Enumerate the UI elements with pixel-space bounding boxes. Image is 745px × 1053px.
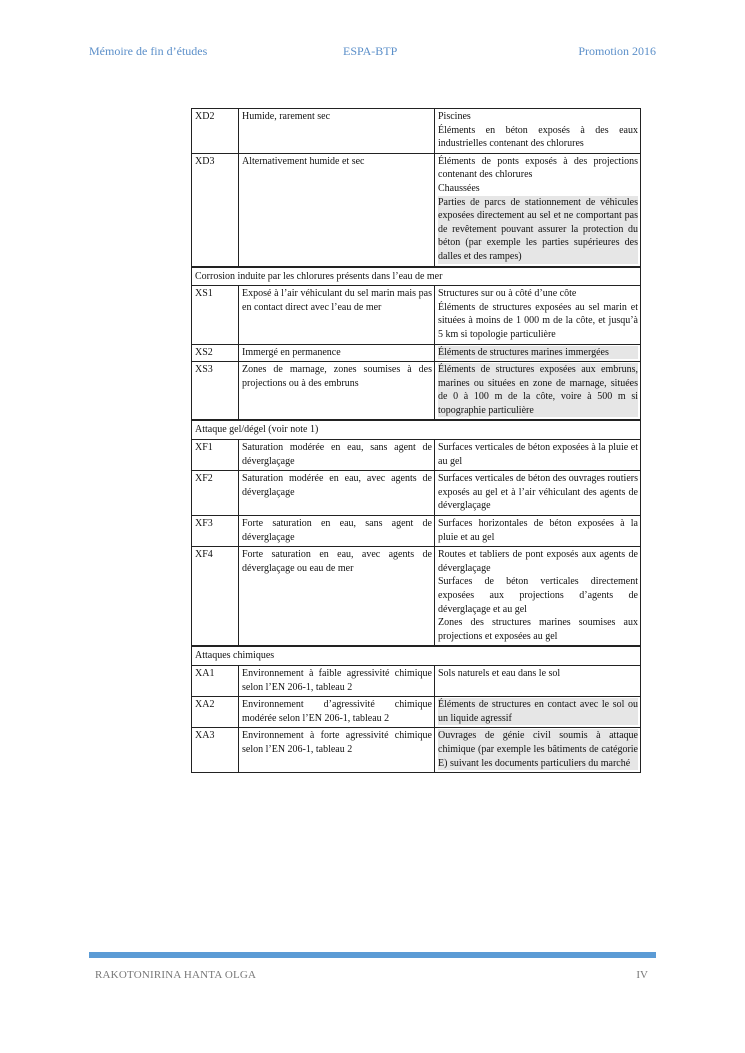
environment-description xyxy=(239,728,435,773)
example-text: Éléments en béton exposés à des eaux industrielles contenant des chlorures xyxy=(438,124,638,150)
example-text: Structures sur ou à côté d’une côte xyxy=(438,288,577,300)
environment-text: Alternativement humide et sec xyxy=(242,155,365,167)
exposure-class-code: XF1 xyxy=(192,440,239,471)
exposure-class-code: XA1 xyxy=(192,665,239,696)
header-right: Promotion 2016 xyxy=(578,44,656,58)
informative-examples xyxy=(435,286,641,344)
example-text: Piscines xyxy=(438,111,471,122)
environment-description xyxy=(239,697,435,728)
informative-examples xyxy=(435,728,641,773)
exposure-class-code: XA3 xyxy=(192,728,239,773)
example-text: Zones des structures marines soumises aux projections et exposées au gel xyxy=(438,617,638,642)
example-text: Éléments de ponts exposés à des projections contenant des chlorures xyxy=(438,155,638,181)
example-text: Ouvrages de génie civil soumis à attaque chimique (par exemple les bâtiments de catégorie E) suivant les documents particuliers du marché xyxy=(438,730,638,769)
footer-bar xyxy=(89,952,656,958)
example-text: Éléments de structures exposées aux embruns, marines ou situées en zone de marnage, situées de 0 à 100 m de la côte, voire à 500 m si topographie particulière xyxy=(438,364,638,416)
environment-description xyxy=(239,362,435,421)
exposure-class-code: XS2 xyxy=(192,344,239,362)
informative-examples xyxy=(435,153,641,266)
example-text: Éléments de structures exposées au sel marin et situées à moins de 1 000 m de la côte, et jusqu’à 5 km si topologie particulière xyxy=(438,301,638,340)
environment-description xyxy=(239,440,435,471)
informative-examples xyxy=(435,697,641,728)
environment-text: Immergé en permanence xyxy=(242,346,341,358)
exposure-class-code: XA2 xyxy=(192,697,239,728)
environment-text: Environnement d’agressivité chimique modérée selon l’EN 206-1, tableau 2 xyxy=(242,699,432,724)
environment-description xyxy=(239,153,435,266)
informative-examples xyxy=(435,362,641,421)
table-row xyxy=(192,728,641,773)
environment-text: Environnement à forte agressivité chimique selon l’EN 206-1, tableau 2 xyxy=(242,730,432,755)
table-row xyxy=(192,516,641,547)
exposure-class-code: XS1 xyxy=(192,286,239,344)
informative-examples xyxy=(435,516,641,547)
environment-text: Zones de marnage, zones soumises à des projections ou à des embruns xyxy=(242,364,432,389)
example-text: Surfaces verticales de béton des ouvrages routiers exposés au gel et à l’air véhiculant des agents de déverglaçage xyxy=(438,473,638,512)
exposure-class-code: XD3 xyxy=(192,153,239,266)
exposure-class-code: XD2 xyxy=(192,109,239,154)
example-text: Sols naturels et eau dans le sol xyxy=(438,667,561,679)
informative-examples xyxy=(435,547,641,647)
table-row xyxy=(192,344,641,362)
table-row xyxy=(192,697,641,728)
table-body xyxy=(192,109,641,773)
example-text: Chaussées xyxy=(438,182,480,194)
table-row xyxy=(192,362,641,421)
environment-text: Saturation modérée en eau, sans agent de déverglaçage xyxy=(242,442,432,467)
header-left: Mémoire de fin d’études xyxy=(89,44,208,58)
section-title: Corrosion induite par les chlorures présents dans l’eau de mer xyxy=(192,267,641,286)
exposure-class-code: XS3 xyxy=(192,362,239,421)
example-text: Parties de parcs de stationnement de véhicules exposées directement au sel et ne comportant pas de revêtement pouvant assurer la protection du béton (par exemple les parties supérieures des dalles et des rampes) xyxy=(438,196,638,262)
informative-examples xyxy=(435,665,641,696)
table-row xyxy=(192,547,641,647)
table-row xyxy=(192,109,641,154)
environment-description xyxy=(239,516,435,547)
section-row xyxy=(192,267,641,286)
table-row xyxy=(192,286,641,344)
environment-description xyxy=(239,286,435,344)
footer-page-number: IV xyxy=(636,969,648,981)
section-row xyxy=(192,420,641,439)
environment-text: Exposé à l’air véhiculant du sel marin mais pas en contact direct avec l’eau de mer xyxy=(242,288,432,313)
informative-examples xyxy=(435,344,641,362)
example-text: Surfaces verticales de béton exposées à la pluie et au gel xyxy=(438,442,638,467)
informative-examples xyxy=(435,109,641,154)
example-text: Éléments de structures en contact avec le sol ou un liquide agressif xyxy=(438,699,638,724)
example-text: Routes et tabliers de pont exposés aux agents de déverglaçage xyxy=(438,549,638,574)
environment-description xyxy=(239,665,435,696)
environment-description xyxy=(239,109,435,154)
example-text: Éléments de structures marines immergées xyxy=(438,346,638,360)
table-row xyxy=(192,153,641,266)
environment-description xyxy=(239,471,435,516)
table-row xyxy=(192,471,641,516)
exposure-class-table xyxy=(191,108,641,773)
informative-examples xyxy=(435,471,641,516)
exposure-class-code: XF2 xyxy=(192,471,239,516)
footer-author: RAKOTONIRINA HANTA OLGA xyxy=(95,969,257,981)
section-title: Attaque gel/dégel (voir note 1) xyxy=(192,420,641,439)
table-row xyxy=(192,665,641,696)
table-row xyxy=(192,440,641,471)
environment-text: Saturation modérée en eau, avec agents de déverglaçage xyxy=(242,473,432,498)
exposure-class-code: XF3 xyxy=(192,516,239,547)
exposure-class-code: XF4 xyxy=(192,547,239,647)
exposure-class-table-container xyxy=(191,108,638,773)
environment-description xyxy=(239,344,435,362)
example-text: Surfaces de béton verticales directement exposées aux projections d’agents de déverglaçage et au gel xyxy=(438,576,638,615)
environment-text: Forte saturation en eau, sans agent de déverglaçage xyxy=(242,518,432,543)
example-text: Surfaces horizontales de béton exposées à la pluie et au gel xyxy=(438,518,638,543)
environment-text: Humide, rarement sec xyxy=(242,111,331,122)
section-title: Attaques chimiques xyxy=(192,646,641,665)
environment-text: Forte saturation en eau, avec agents de déverglaçage ou eau de mer xyxy=(242,549,432,574)
environment-description xyxy=(239,547,435,647)
section-row xyxy=(192,646,641,665)
informative-examples xyxy=(435,440,641,471)
header-center: ESPA-BTP xyxy=(343,44,398,58)
environment-text: Environnement à faible agressivité chimique selon l’EN 206-1, tableau 2 xyxy=(242,667,432,693)
